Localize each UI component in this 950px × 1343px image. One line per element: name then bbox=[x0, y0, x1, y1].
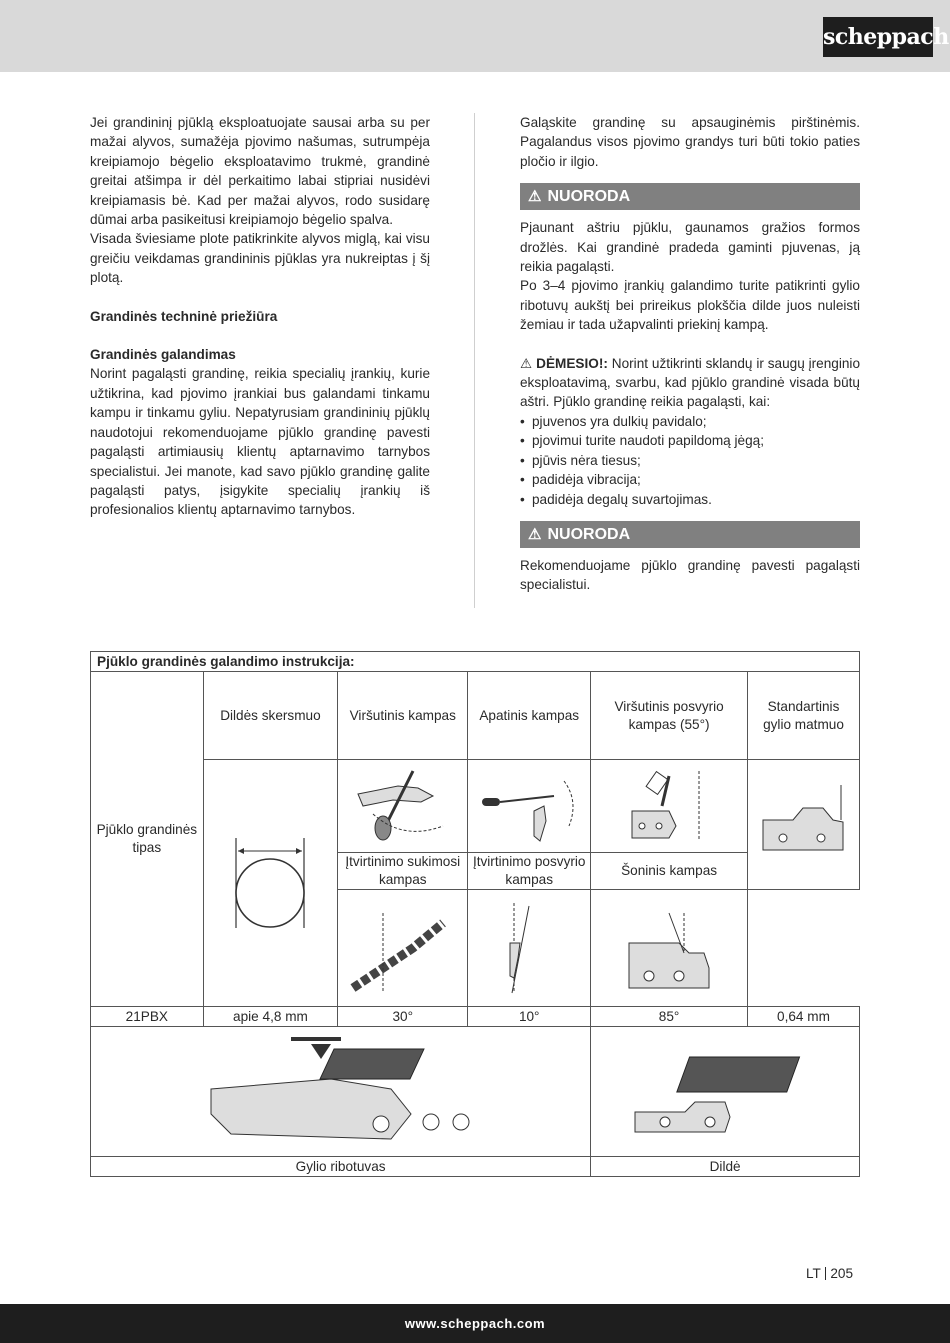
sharpening-table bbox=[90, 651, 860, 1177]
table-cell: Dildė bbox=[591, 1157, 860, 1177]
list-item: • padidėja vibracija; bbox=[520, 470, 860, 489]
file-diameter-illustration bbox=[203, 760, 338, 1007]
column-header: Dildės skersmuo bbox=[203, 672, 338, 760]
depth-limiter-illustration bbox=[91, 1027, 591, 1157]
column-divider bbox=[474, 113, 475, 608]
note-label: NUORODA bbox=[547, 525, 631, 543]
right-column bbox=[520, 113, 860, 595]
bottom-angle-illustration bbox=[468, 760, 591, 853]
footer-url[interactable]: www.scheppach.com bbox=[404, 1316, 546, 1331]
row-label: Pjūklo grandinės tipas bbox=[91, 672, 204, 1007]
top-bar bbox=[0, 0, 950, 72]
left-column bbox=[90, 113, 430, 520]
warning-icon: ⚠ bbox=[520, 355, 537, 371]
side-angle-illustration bbox=[591, 890, 748, 1007]
column-header: Viršutinis posvyrio kampas (55°) bbox=[591, 672, 748, 760]
page-number-value: 205 bbox=[830, 1266, 854, 1281]
page-number bbox=[806, 1266, 853, 1281]
list-item: • padidėja degalų suvartojimas. bbox=[520, 490, 860, 509]
scheppach-logo: scheppach bbox=[823, 17, 933, 57]
depth-gauge-illustration bbox=[747, 760, 859, 890]
column-header: Apatinis kampas bbox=[468, 672, 591, 760]
paragraph: Jei grandininį pjūklą eksploatuojate sausai arba su per mažai alyvos, sumažėja pjovimo našumas, sutrumpėja kreipiamojo bėgelio eksploatavimo trukmė, grandinė greitai atšimpa ir dėl perkaitimo labai stipriai nusidėvi kreipiamasis bė. Kad per mažai alyvos, rodo susidarę dūmai arba pasikeitusi kreipiamojo bėgelio spalva. bbox=[90, 115, 430, 228]
tilt-angle-illustration bbox=[468, 890, 591, 1007]
note-banner bbox=[520, 183, 860, 210]
list-item: • pjūvis nėra tiesus; bbox=[520, 451, 860, 470]
list-item: • pjuvenos yra dulkių pavidalo; bbox=[520, 412, 860, 431]
note-label: NUORODA bbox=[547, 188, 631, 206]
table-cell: 21PBX bbox=[91, 1007, 204, 1027]
attention-text: Norint užtikrinti sklandų ir saugų įrenginio eksploatavimą, svarbu, kad pjūklo grandinė visada būtų aštri. Pjūklo grandinę reikia pagaląsti, kai: bbox=[520, 355, 861, 410]
attention-paragraph bbox=[520, 354, 860, 412]
warning-icon: ⚠ bbox=[528, 188, 542, 206]
table-cell: 10° bbox=[468, 1007, 591, 1027]
paragraph: Pjaunant aštriu pjūklu, gaunamos gražios formos drožlės. Kai grandinė pradeda gaminti pjuvenas, ją reikia pagaląsti. bbox=[520, 220, 860, 275]
paragraph: Galąskite grandinę su apsauginėmis pirštinėmis. Pagalandus visos pjovimo grandys turi būti tokio paties pločio ir ilgio. bbox=[520, 115, 860, 169]
sub-header: Šoninis kampas bbox=[591, 853, 748, 890]
bullet-list bbox=[520, 412, 860, 509]
attention-label: DĖMESIO!: bbox=[536, 355, 608, 371]
note-banner bbox=[520, 521, 860, 548]
paragraph: Rekomenduojame pjūklo grandinę pavesti pagaląsti specialistui. bbox=[520, 557, 860, 593]
footer-bar bbox=[0, 1304, 950, 1343]
table-cell: 30° bbox=[338, 1007, 468, 1027]
top-tilt-angle-illustration bbox=[591, 760, 748, 853]
section-heading: Grandinės galandimas bbox=[90, 347, 236, 363]
separator bbox=[825, 1267, 827, 1280]
file-illustration bbox=[591, 1027, 860, 1157]
paragraph: Norint pagaląsti grandinę, reikia specialių įrankių, kurie užtikrina, kad pjovimo įrankiai bus galandami tinkamu kampu ir tinkamu gyliu. Nepatyrusiam grandininių pjūklų naudotojui rekomenduojame pjūklo grandinę pavesti pagaląsti artimiausių klientų aptarnavimo tarnybos specialistui. Jei manote, kad savo pjūklo grandinę galite pagaląsti patys, įsigykite specialių įrankių iš profesionalios klientų aptarnavimo tarnybos. bbox=[90, 366, 430, 518]
rotation-angle-illustration bbox=[338, 890, 468, 1007]
table-cell: 85° bbox=[591, 1007, 748, 1027]
paragraph: Visada šviesiame plote patikrinkite alyvos miglą, kai visu greičiu veikdamas grandininis pjūklas yra nukreiptas į šį plotą. bbox=[90, 231, 430, 286]
paragraph: Po 3–4 pjovimo įrankių galandimo turite patikrinti gylio ribotuvų aukštį bei prireikus plokščia dilde juos nuleisti žemiau ir tada užapvalinti priekinį kampą. bbox=[520, 278, 860, 333]
sub-header: Įtvirtinimo sukimosi kampas bbox=[338, 853, 468, 890]
page-language: LT bbox=[806, 1266, 821, 1281]
section-heading: Grandinės techninė priežiūra bbox=[90, 308, 278, 324]
table-cell: apie 4,8 mm bbox=[203, 1007, 338, 1027]
column-header: Viršutinis kampas bbox=[338, 672, 468, 760]
list-item: • pjovimui turite naudoti papildomą jėgą; bbox=[520, 431, 860, 450]
top-angle-illustration bbox=[338, 760, 468, 853]
warning-icon: ⚠ bbox=[528, 525, 542, 543]
table-title: Pjūklo grandinės galandimo instrukcija: bbox=[91, 652, 860, 672]
column-header: Standartinis gylio matmuo bbox=[747, 672, 859, 760]
table-cell: 0,64 mm bbox=[747, 1007, 859, 1027]
table-cell: Gylio ribotuvas bbox=[91, 1157, 591, 1177]
sub-header: Įtvirtinimo posvyrio kampas bbox=[468, 853, 591, 890]
